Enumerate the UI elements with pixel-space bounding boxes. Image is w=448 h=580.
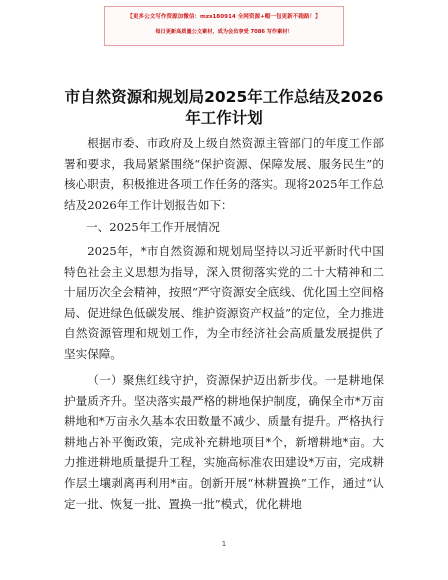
section1-paragraph-1: 2025年，*市自然资源和规划局坚持以习近平新时代中国特色社会主义思想为指导，深入贯彻落实党的二十大精神和二十届历次全会精神，按照“严守资源安全底线、优化国土空间格局、促进绿色低碳发展、维护资源资产权益”的定位，全力推进自然资源管理和规划工作，为全市经济社会高质量发展提供了坚实保障。 (64, 244, 384, 361)
page-number: 1 (221, 540, 227, 548)
promo-line-2: 每日更新高质量公文素材，成为会员享受 7086 写作素材！ (155, 29, 293, 35)
promo-line-1: 【更多公文写作资源加微信：mzs180914 全网资源+帽一包更新不跑路！】 (127, 14, 321, 20)
document-title-line-2: 年工作计划 (185, 109, 263, 127)
section-heading-1: 一、2025年工作开展情况 (86, 220, 220, 234)
intro-paragraph: 根据市委、市政府及上级自然资源主管部门的年度工作部署和要求，我局紧紧围绕“保护资源、保障发展、服务民生”的核心职责，积极推进各项工作任务的落实。现将2025年工作总结及2026年工作计划报告如下： (64, 136, 384, 212)
section1-paragraph-2: （一）聚焦红线守护，资源保护迈出新步伐。一是耕地保护量质齐升。坚决落实最严格的耕地保护制度，确保全市*万亩耕地和*万亩永久基本农田数量不减少、质量有提升。严格执行耕地占补平衡政策，完成补充耕地项目*个，新增耕地*亩。大力推进耕地质量提升工程，实施高标准农田建设*万亩，完成耕作层土壤剥离再利用*亩。创新开展“林耕置换”工作，通过“认定一批、恢复一批、置换一批”模式，优化耕地 (64, 373, 384, 511)
document-title-line-1: 市自然资源和规划局2025年工作总结及2026 (64, 88, 384, 106)
promo-banner (104, 6, 344, 46)
